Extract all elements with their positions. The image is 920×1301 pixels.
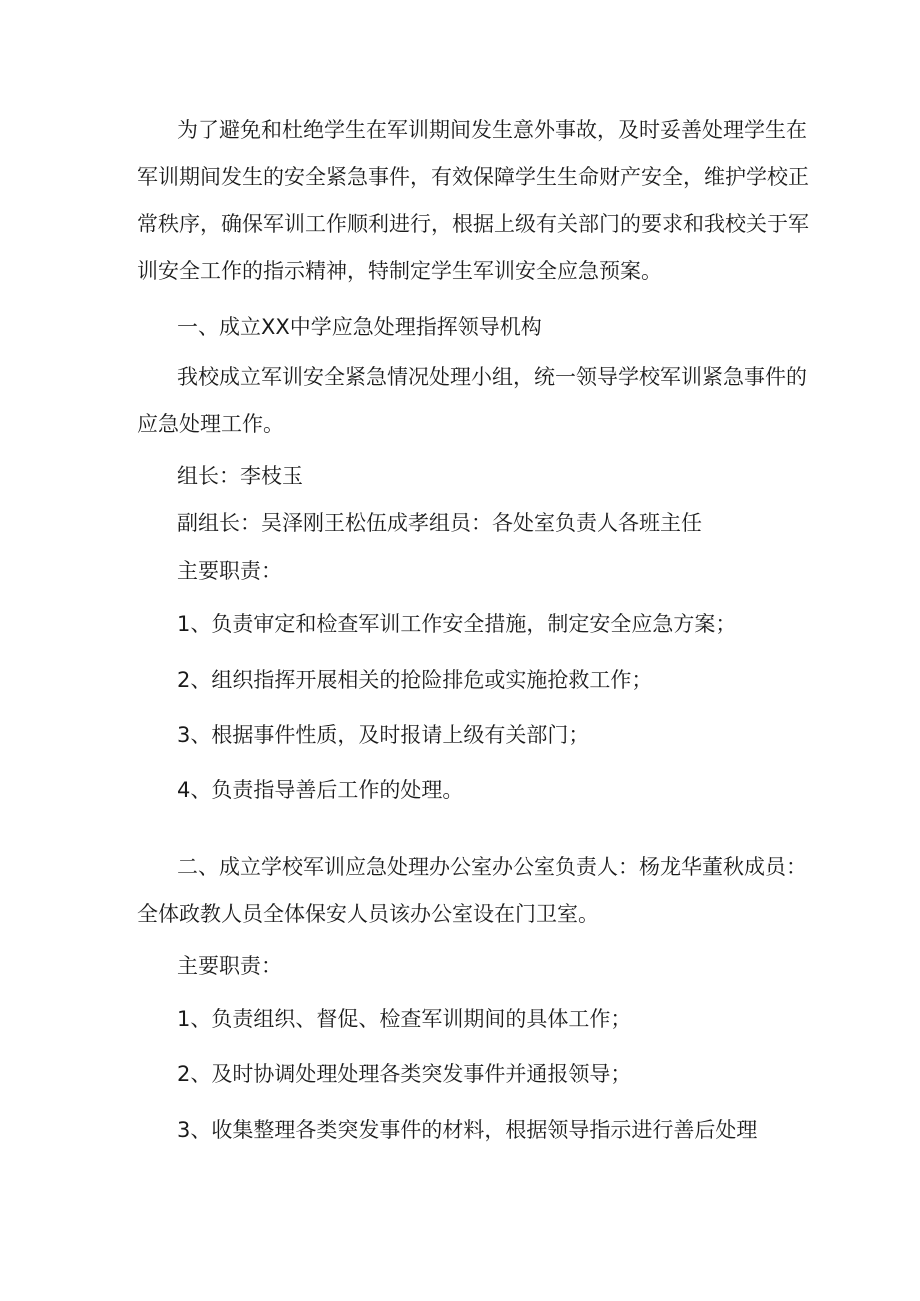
section1-duty-2: 2、组织指挥开展相关的抢险排危或实施抢救工作； <box>177 668 653 692</box>
section2-heading-line-2: 全体政教人员全体保安人员该办公室设在门卫室。 <box>137 902 599 926</box>
section1-duty-3: 3、根据事件性质，及时报请上级有关部门； <box>177 723 590 747</box>
section2-duty-1: 1、负责组织、督促、检查军训期间的具体工作； <box>177 1007 632 1031</box>
intro-line-3: 常秩序，确保军训工作顺利进行，根据上级有关部门的要求和我校关于军 <box>137 212 809 236</box>
section1-leader: 组长：李枝玉 <box>177 464 303 488</box>
section1-duty-4: 4、负责指导善后工作的处理。 <box>177 778 464 802</box>
section2-heading-line-1: 二、成立学校军训应急处理办公室办公室负责人：杨龙华董秋成员： <box>177 855 807 879</box>
section1-duties-title: 主要职责： <box>177 559 282 583</box>
intro-line-4: 训安全工作的指示精神，特制定学生军训安全应急预案。 <box>137 259 662 283</box>
section2-duty-2: 2、及时协调处理处理各类突发事件并通报领导； <box>177 1062 632 1086</box>
section1-deputy: 副组长：吴泽刚王松伍成孝组员：各处室负责人各班主任 <box>177 511 702 535</box>
section1-duty-1: 1、负责审定和检查军训工作安全措施，制定安全应急方案； <box>177 612 737 636</box>
intro-line-1: 为了避免和杜绝学生在军训期间发生意外事故，及时妥善处理学生在 <box>177 118 807 142</box>
section2-duties-title: 主要职责： <box>177 954 282 978</box>
section2-duty-3: 3、收集整理各类突发事件的材料，根据领导指示进行善后处理 <box>177 1118 758 1142</box>
section1-desc-line-1: 我校成立军训安全紧急情况处理小组，统一领导学校军训紧急事件的 <box>177 365 807 389</box>
section1-heading: 一、成立XX中学应急处理指挥领导机构 <box>177 315 542 339</box>
section1-desc-line-2: 应急处理工作。 <box>137 412 284 436</box>
intro-line-2: 军训期间发生的安全紧急事件，有效保障学生生命财产安全，维护学校正 <box>137 165 809 189</box>
